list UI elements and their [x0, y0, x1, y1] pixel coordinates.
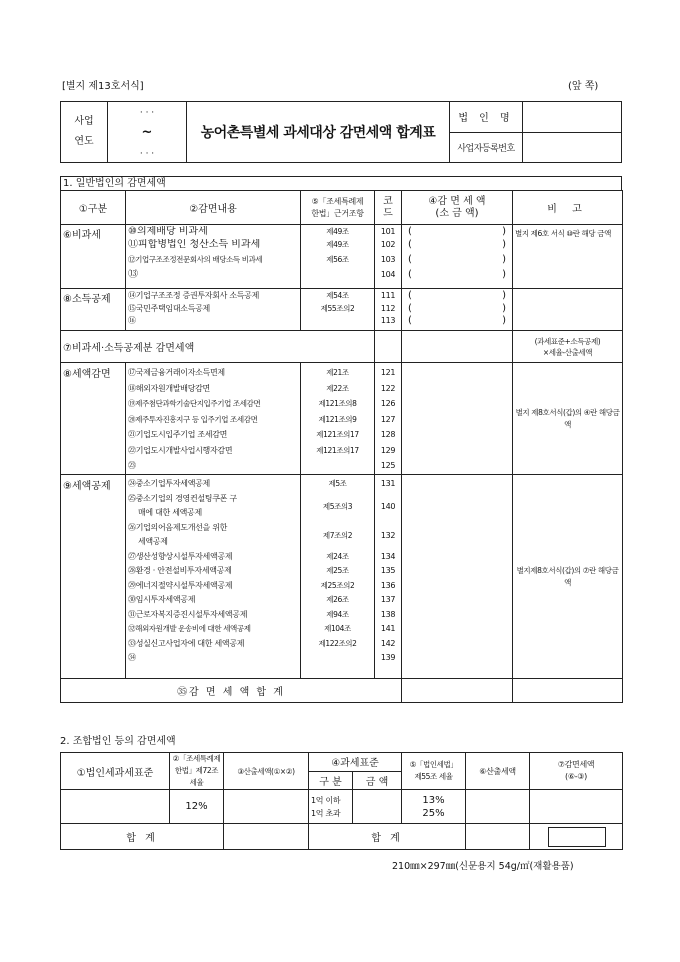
total-label: ㉟감 면 세 액 합 계: [61, 679, 402, 703]
item-content: ㉓: [128, 461, 136, 470]
credit-amounts[interactable]: [402, 475, 513, 679]
s2-total-label-left: 합 계: [61, 824, 224, 850]
credit-codes: 131 140 132 134 135 136 137 138 141 142 139: [375, 475, 402, 679]
header-article: ⑤「조세특례제 한법」근거조항: [301, 191, 375, 225]
paper-spec: 210㎜×297㎜(신문용지 54g/㎡(재활용품): [392, 861, 574, 872]
s2-total-reduction-box: [548, 827, 606, 847]
form-title: 농어촌특별세 과세대상 감면세액 합계표: [187, 102, 450, 163]
header-box: [60, 101, 622, 163]
total-remark: [513, 679, 623, 703]
s2-header-division: 구 분: [309, 771, 353, 790]
s2-rate-value: 12%: [170, 790, 224, 824]
item-content: ㉔중소기업투자세액공제: [128, 479, 210, 488]
deduction-codes: 111 112 113: [375, 289, 402, 331]
item-content: ㉑기업도시입주기업 조세감면: [128, 430, 228, 439]
deduction-contents: [126, 289, 301, 331]
item-content: ⑱해외자원개발배당감면: [128, 383, 210, 393]
item-content: ㉚임시투자세액공제: [128, 595, 196, 604]
section2-title: 2. 조합법인 등의 감면세액: [60, 736, 176, 747]
subtotal-amount[interactable]: [402, 331, 513, 363]
exemption-category: ⑧세액감면: [61, 363, 126, 475]
s2-calc-value[interactable]: [466, 790, 530, 824]
exemption-codes: 121 122 126 127 128 129 125: [375, 363, 402, 475]
deduction-articles: 제54조 제55조의2: [301, 289, 375, 331]
s2-law-rate-values: 13% 25%: [402, 790, 466, 824]
header-code: 코 드: [375, 191, 402, 225]
biz-reg-no-field[interactable]: [523, 132, 622, 163]
item-content: ㉗생산성향상시설투자세액공제: [128, 551, 233, 561]
exemption-articles: 제21조 제22조 제121조의8 제121조의9 제121조의17 제121조의17: [301, 363, 375, 475]
page-side-label: (앞 쪽): [568, 81, 599, 92]
item-content: ⑩의제배당 비과세: [128, 226, 208, 237]
item-content: ㉜해외자원개발 운송비에 대한 세액공제: [128, 624, 251, 633]
item-content: ⑬: [128, 269, 138, 281]
deduction-amounts[interactable]: ( ) ( ) ( ): [402, 289, 513, 331]
nontax-articles: 제49조 제49조 제56조: [301, 225, 375, 289]
nontax-category: ⑥비과세: [61, 225, 126, 289]
credit-articles: 제5조 제5조의3 제7조의2 제24조 제25조 제25조의2 제26조 제94조 제104조 제122조의2: [301, 475, 375, 679]
form-number-label: [별지 제13호서식]: [62, 81, 144, 92]
item-content: ⑭기업구조조정 증권투자회사 소득공제: [128, 291, 260, 300]
total-amount[interactable]: [402, 679, 513, 703]
header-content: ②감면내용: [126, 191, 301, 225]
nontax-amounts[interactable]: ( ) ( ) ( ) ( ): [402, 225, 513, 289]
subtotal-label: ⑦비과세·소득공제분 감면세액: [61, 331, 375, 363]
item-content: ⑰국제금융거래이자소득면제: [128, 368, 225, 377]
item-content: ㉞: [128, 653, 136, 662]
item-content: ㉖기업의어음제도개선을 위한: [128, 522, 228, 532]
business-year-label: 사업 연도: [61, 102, 108, 163]
s2-header-rate: ②「조세특례제 한법」제72조 세율: [170, 753, 224, 790]
item-content: ㉒기업도시개발사업시행자감면: [128, 445, 233, 455]
nontax-contents: [126, 225, 301, 289]
item-content: ㉛근로자복지증진시설투자세액공제: [128, 609, 248, 619]
s2-total-tax[interactable]: [224, 824, 309, 850]
item-content: ⑮국민주택임대소득공제: [128, 303, 210, 313]
section2-table: [60, 752, 623, 850]
header-amount: ④감 면 세 액 (소 금 액): [402, 191, 513, 225]
section1-title: 1. 일반법인의 감면세액: [60, 176, 622, 190]
s2-taxbase-amount[interactable]: [353, 790, 402, 824]
s2-header-reduction: ⑦감면세액 (⑥-③): [530, 753, 623, 790]
item-content: ㉘환경 · 안전설비투자세액공제: [128, 566, 232, 575]
s2-tax-value[interactable]: [224, 790, 309, 824]
s2-header-taxbase: ④과세표준: [309, 753, 402, 772]
subtotal-code: [375, 331, 402, 363]
nontax-remark: 별지 제6호 서식 ⑩란 해당 금액: [513, 225, 623, 289]
item-content: ㉙에너지절약시설투자세액공제: [128, 580, 233, 590]
nontax-codes: 101 102 103 104: [375, 225, 402, 289]
business-year-period-field[interactable]: · · · ~ · · ·: [108, 102, 187, 163]
header-remark: 비 고: [513, 191, 623, 225]
credit-contents: [126, 475, 301, 679]
item-content: ⑯: [128, 316, 136, 326]
s2-header-calc: ⑥산출세액: [466, 753, 530, 790]
header-category: ①구분: [61, 191, 126, 225]
deduction-remark: [513, 289, 623, 331]
exemption-contents: [126, 363, 301, 475]
s2-division-values: 1억 이하 1억 초과: [309, 790, 353, 824]
item-content: ⑲제주첨단과학기술단지입주기업 조세감면: [128, 399, 261, 408]
subtotal-remark: (과세표준+소득공제) ×세율-산출세액: [513, 331, 623, 363]
credit-category: ⑨세액공제: [61, 475, 126, 679]
item-content-cont: 매에 대한 세액공제: [138, 508, 202, 517]
s2-total-reduction[interactable]: [530, 824, 623, 850]
s2-total-label-right: 합 계: [309, 824, 466, 850]
corp-name-label: 법 인 명: [450, 102, 523, 133]
item-content: ㉝성실신고사업자에 대한 세액공제: [128, 638, 245, 648]
s2-header-law-rate: ⑤「법인세법」 제55조 세율: [402, 753, 466, 790]
corp-name-field[interactable]: [523, 102, 622, 133]
s2-total-calc[interactable]: [466, 824, 530, 850]
section1-table: [60, 190, 623, 703]
item-content: ⑫기업구조조정전문회사의 배당소득 비과세: [128, 255, 263, 265]
s2-header-base: ①법인세과세표준: [61, 753, 170, 790]
biz-reg-no-label: 사업자등록번호: [450, 132, 523, 163]
s2-reduction-value[interactable]: [530, 790, 623, 824]
s2-header-tax: ③산출세액(①×②): [224, 753, 309, 790]
s2-header-amount: 금 액: [353, 771, 402, 790]
item-content: ⑪피합병법인 청산소득 비과세: [128, 238, 261, 250]
item-content: ⑳제주투자진흥지구 등 입주기업 조세감면: [128, 414, 258, 424]
item-content-cont: 세액공제: [138, 537, 168, 546]
deduction-category: ⑧소득공제: [61, 289, 126, 331]
credit-remark: 별지제8호서식(갑)의 ⑦란 해당금액: [513, 475, 623, 679]
exemption-remark: 별지 제8호서식(갑)의 ④란 해당금액: [513, 363, 623, 475]
exemption-amounts[interactable]: [402, 363, 513, 475]
item-content: ㉕중소기업의 경영컨설팅쿠폰 구: [128, 493, 237, 503]
s2-base-value[interactable]: [61, 790, 170, 824]
